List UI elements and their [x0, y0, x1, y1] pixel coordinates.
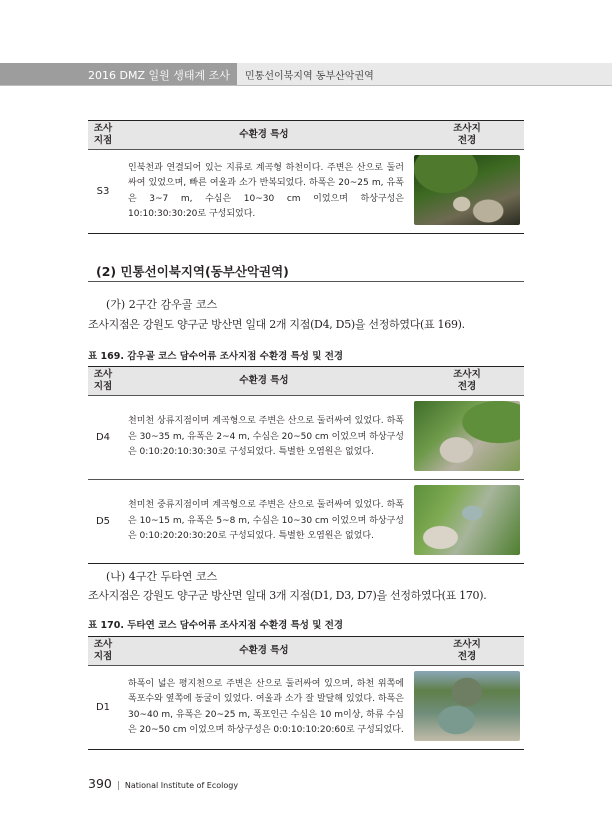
table-row: [88, 666, 524, 750]
running-header: [0, 63, 612, 85]
table-header-row: [88, 367, 524, 396]
col-site-header: 조사 지점: [88, 637, 118, 666]
site-code: D5: [88, 480, 118, 564]
section-title: (2) 민통선이북지역(동부산악권역): [96, 264, 289, 279]
col-env-header: 수환경 특성: [118, 121, 410, 150]
section-rule: [88, 281, 524, 282]
site-photo-cell: [410, 666, 524, 750]
footer-organization: National Institute of Ecology: [124, 781, 239, 790]
subsection-title-b: (나) 4구간 두타연 코스: [106, 570, 218, 583]
col-env-header: 수환경 특성: [118, 637, 410, 666]
site-photo-cell: [410, 150, 524, 234]
table-row: [88, 150, 524, 234]
site-code: D1: [88, 666, 118, 750]
page-number: 390: [88, 776, 112, 791]
site-photo: [414, 155, 520, 225]
site-description: 인북천과 연결되어 있는 지류로 계곡형 하천이다. 주변은 산으로 둘러싸여 있었으며, 빠른 여울과 소가 반복되었다. 하폭은 20~25 m, 유폭은 3~7 m, 수심은 10~30 cm 이었으며 하상구성은 10:10:30:30:20로 구성되었다.: [118, 150, 410, 234]
table-header-row: [88, 637, 524, 666]
body-text-a: 조사지점은 강원도 양구군 방산면 일대 2개 지점(D4, D5)을 선정하였다(표 169).: [88, 318, 465, 331]
site-description: 천미천 상류지점이며 계곡형으로 주변은 산으로 둘러싸여 있었다. 하폭은 30~35 m, 유폭은 2~4 m, 수심은 20~50 cm 이었으며 하상구성은 0:10:20:10:30:30로 구성되었다. 특별한 오염원은 없었다.: [118, 396, 410, 480]
site-description: 천미천 중류지점이며 계곡형으로 주변은 산으로 둘러싸여 있었다. 하폭은 10~15 m, 유폭은 5~8 m, 수심은 10~30 cm 이었으며 하상구성은 0:10:20:20:30:20로 구성되었다. 특별한 오염원은 없었다.: [118, 480, 410, 564]
col-env-header: 수환경 특성: [118, 367, 410, 396]
header-report-title-bar: [0, 63, 237, 85]
site-description: 하폭이 넓은 평지천으로 주변은 산으로 둘러싸여 있으며, 하천 위쪽에 폭포수와 옆쪽에 동굴이 있었다. 여울과 소가 잘 발달해 있었다. 하폭은 30~40 m, 유폭은 20~25 m, 폭포인근 수심은 10 m이상, 하류 수심은 20~50 cm 이었으며 하상구성은 0:0:10:10:20:60로 구성되었다.: [118, 666, 410, 750]
site-photo: [414, 401, 520, 471]
footer-separator: |: [116, 781, 120, 791]
header-chapter-bar: [237, 63, 612, 85]
site-photo-cell: [410, 396, 524, 480]
table-170: [88, 636, 524, 750]
col-photo-header: 조사지 전경: [410, 121, 524, 150]
site-photo-cell: [410, 480, 524, 564]
table-caption-170: 표 170. 두타연 코스 담수어류 조사지점 수환경 특성 및 전경: [88, 620, 344, 631]
page-footer: [88, 773, 238, 792]
subsection-title-a: (가) 2구간 감우골 코스: [106, 298, 218, 311]
col-photo-header: 조사지 전경: [410, 367, 524, 396]
col-site-header: 조사 지점: [88, 367, 118, 396]
table-169: [88, 366, 524, 564]
header-rule: [0, 85, 612, 86]
table-row: [88, 396, 524, 480]
site-photo: [414, 671, 520, 741]
table-row: [88, 480, 524, 564]
site-code: D4: [88, 396, 118, 480]
table-caption-169: 표 169. 감우골 코스 담수어류 조사지점 수환경 특성 및 전경: [88, 351, 344, 362]
header-report-title: 2016 DMZ 일원 생태계 조사: [88, 69, 230, 82]
site-code: S3: [88, 150, 118, 234]
body-text-b: 조사지점은 강원도 양구군 방산면 일대 3개 지점(D1, D3, D7)을 선정하였다(표 170).: [88, 589, 487, 602]
site-photo: [414, 485, 520, 555]
col-photo-header: 조사지 전경: [410, 637, 524, 666]
table-s3: [88, 120, 524, 234]
table-header-row: [88, 121, 524, 150]
header-chapter-title: 민통선이북지역 동부산악권역: [245, 71, 374, 82]
col-site-header: 조사 지점: [88, 121, 118, 150]
